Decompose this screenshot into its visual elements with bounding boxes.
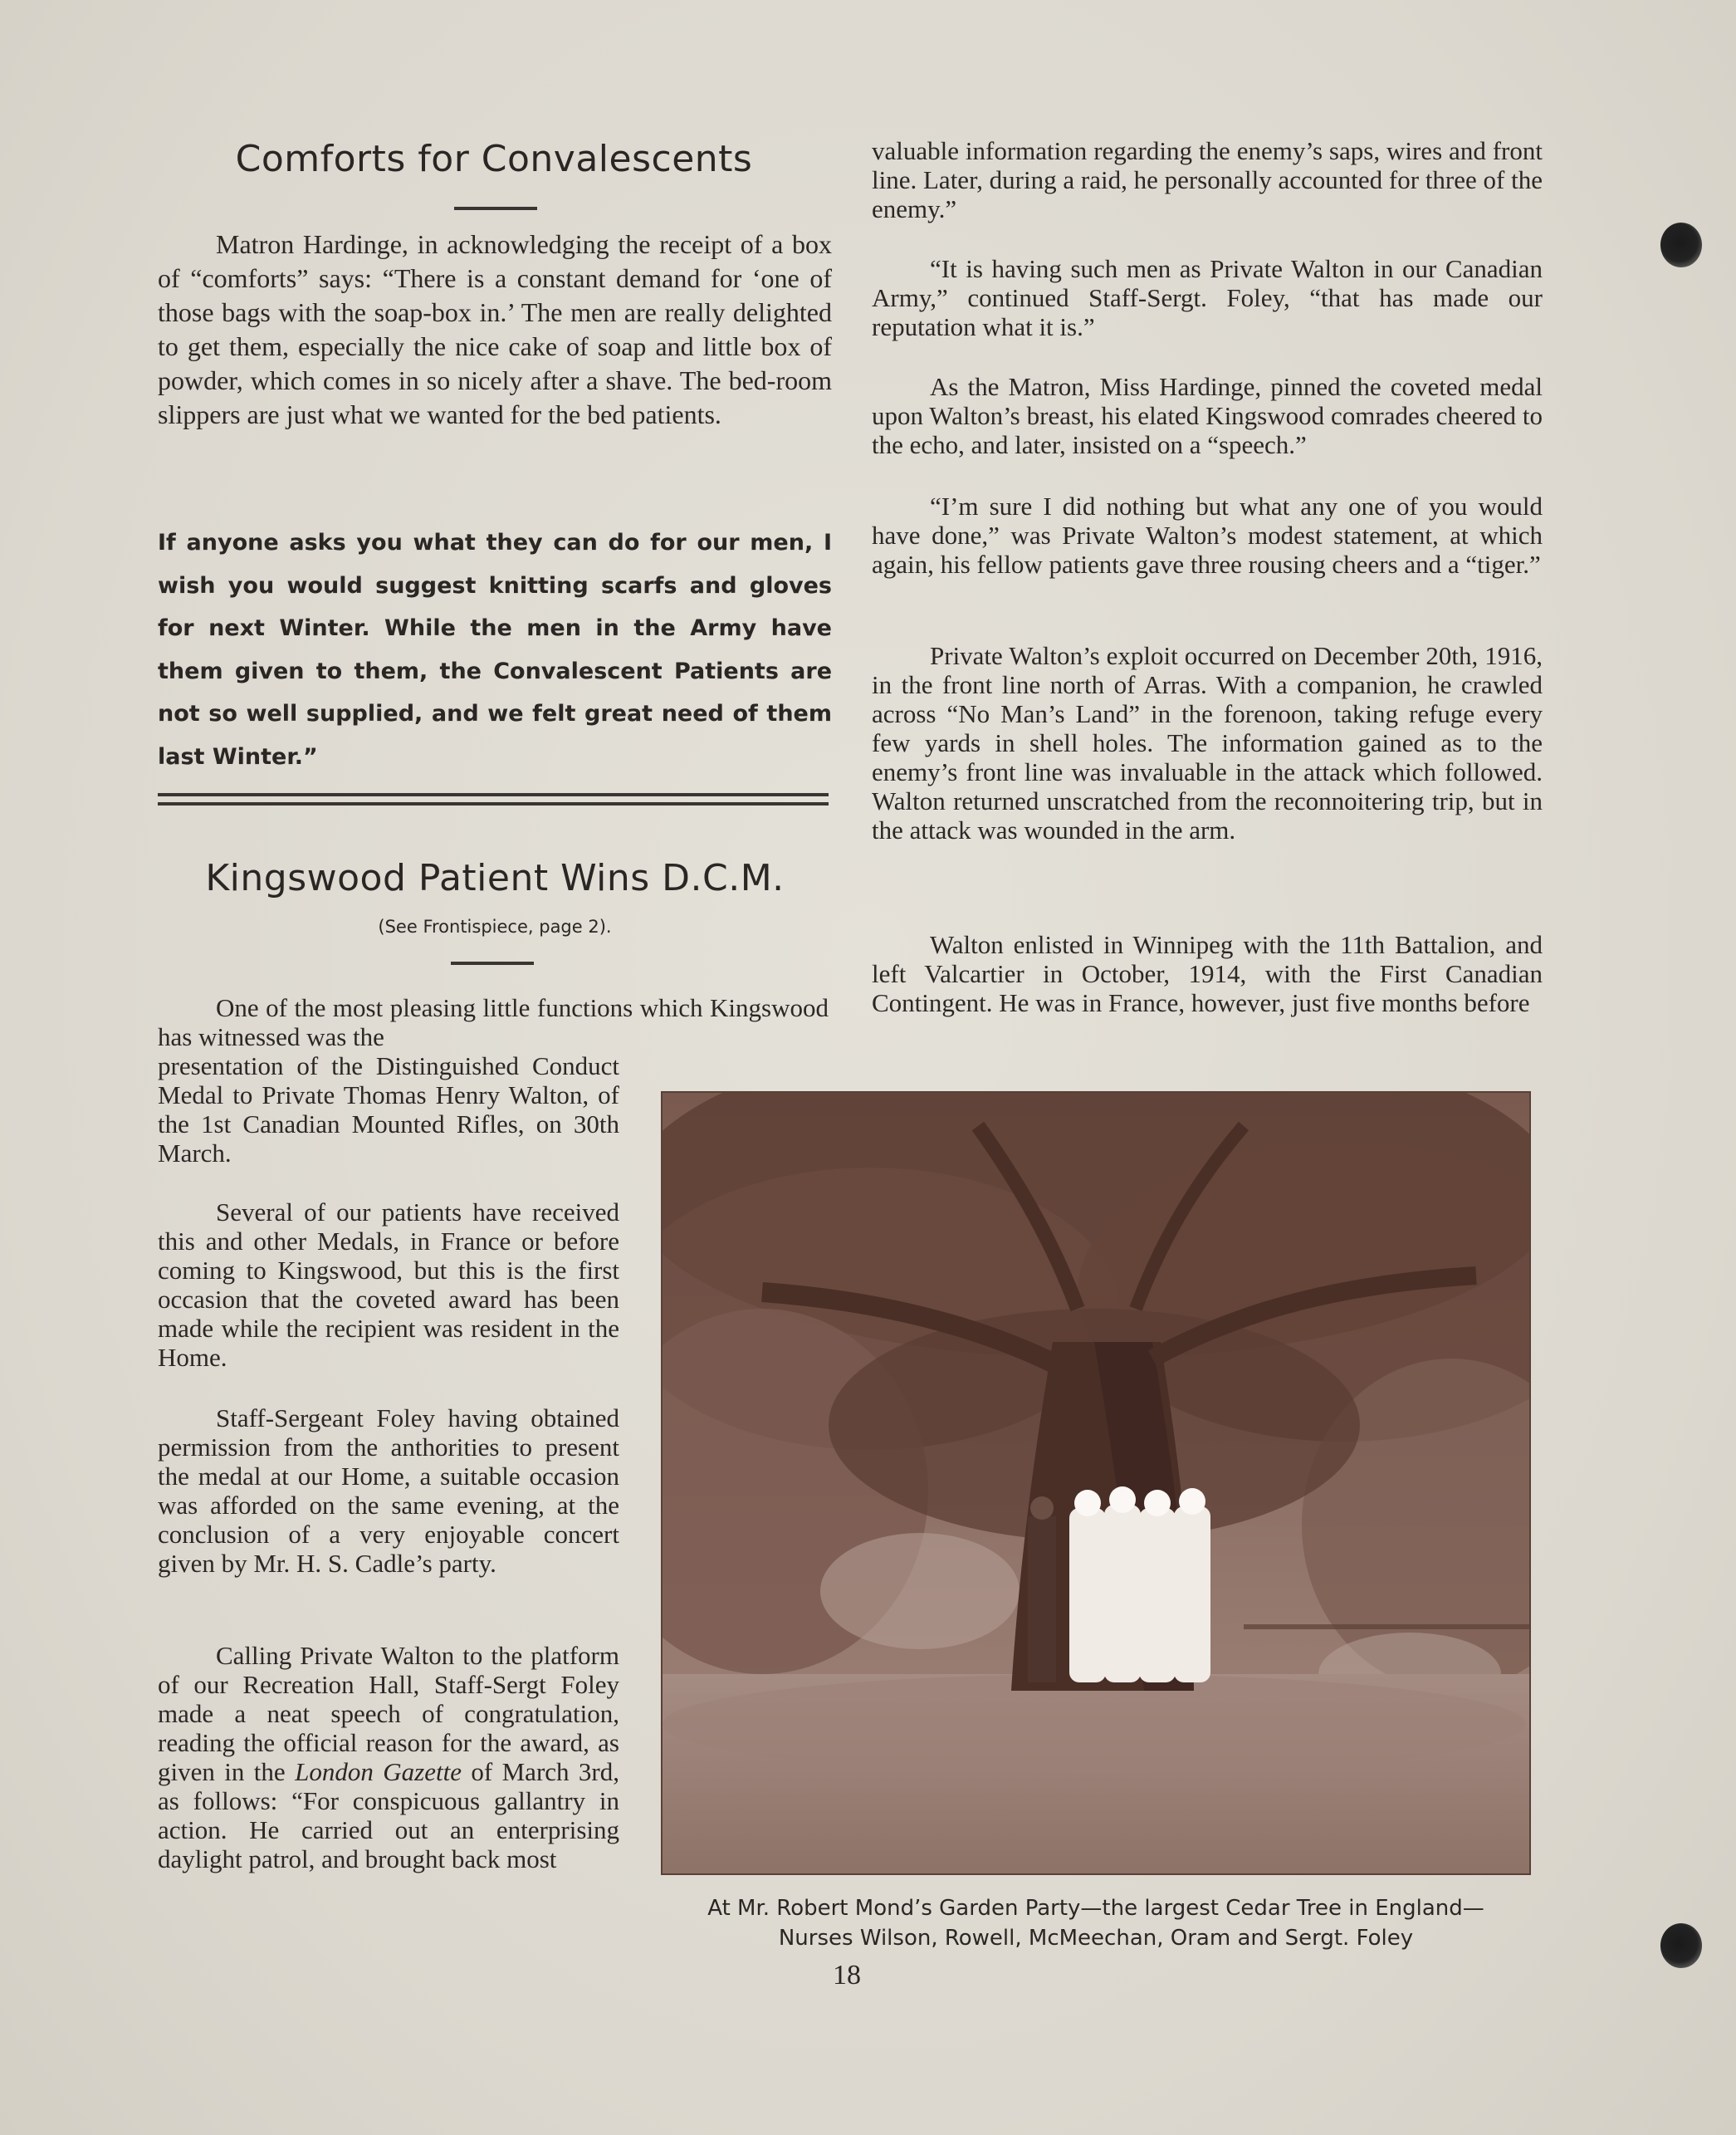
article2-p1-cont: presentation of the Distinguished Conduct Medal to Private Thomas Henry Walton, of the 1st Canadian Mounted Rifles, on 30th March. [158, 1051, 619, 1168]
article2-right-p4: “I’m sure I did nothing but what any one of you would have done,” was Private Walton’s modest statement, at which again, his fellow patients gave three rousing cheers and a “tiger.” [872, 492, 1543, 579]
article2-title: Kingswood Patient Wins D.C.M. [205, 857, 785, 899]
article2-right-p1: valuable information regarding the enemy’s saps, wires and front line. Later, during a raid, he personally accounted for three of the enemy.” [872, 136, 1543, 223]
article2-right-p3: As the Matron, Miss Hardinge, pinned the coveted medal upon Walton’s breast, his elated Kingswood comrades cheered to the echo, and later, insisted on a “speech.” [872, 372, 1543, 459]
article2-p4-before: Calling Private Walton to the platform of our Recreation Hall, Staff-Sergt Foley made a neat speech of congratulation, reading the official reason for the award, as given in the [158, 1641, 619, 1786]
photo-caption [648, 1893, 1544, 1953]
page-number: 18 [833, 1960, 861, 1991]
article2-p3: Staff-Sergeant Foley having obtained permission from the anthorities to present the medal at our Home, a suitable occasion was afforded on the same evening, at the conclusion of a very enjoyable concert given by Mr. H. S. Cadle’s party. [158, 1403, 619, 1578]
article1-bold-quote: If anyone asks you what they can do for our men, I wish you would suggest knitting scarfs and gloves for next Winter. While the men in the Army have them given to them, the Convalescent Patients are not so well supplied, and we felt great need of them last Winter.” [158, 530, 832, 770]
photo-caption-line1: At Mr. Robert Mond’s Garden Party—the largest Cedar Tree in England— [707, 1896, 1484, 1921]
article2-p4-italic: London Gazette [295, 1757, 462, 1786]
binder-hole-top [1660, 223, 1702, 267]
title-divider-1 [454, 207, 537, 210]
section-double-rule-bottom [158, 802, 829, 806]
garden-party-photo [661, 1091, 1531, 1875]
article1-paragraph: Matron Hardinge, in acknowledging the receipt of a box of “comforts” says: “There is a constant demand for ‘one of those bags with the soap-box in.’ The men are really delighted to get them, especially the nice cake of soap and little box of powder, which comes in so nicely after a shave. The bed-room slippers are just what we wanted for the bed patients. [158, 229, 832, 429]
title-divider-2 [451, 962, 534, 965]
article2-p1: One of the most pleasing little functions which Kingswood has witnessed was the [158, 993, 829, 1051]
photo-caption-line2: Nurses Wilson, Rowell, McMeechan, Oram and Sergt. Foley [778, 1926, 1414, 1951]
article2-right-p6: Walton enlisted in Winnipeg with the 11th Battalion, and left Valcartier in October, 1914, with the First Canadian Contingent. He was in France, however, just five months before [872, 930, 1543, 1017]
article2-right-p2: “It is having such men as Private Walton in our Canadian Army,” continued Staff-Sergt. Foley, “that has made our reputation what it is.” [872, 254, 1543, 341]
article2-right-p5: Private Walton’s exploit occurred on December 20th, 1916, in the front line north of Arras. With a companion, he crawled across “No Man’s Land” in the forenoon, taking refuge every few yards in shell holes. The information gained as to the enemy’s front line was invaluable in the attack which followed. Walton returned unscratched from the reconnoitering trip, but in the attack was wounded in the arm. [872, 641, 1543, 845]
article1-title: Comforts for Convalescents [235, 138, 753, 180]
binder-hole-bottom [1660, 1923, 1702, 1968]
article2-p2: Several of our patients have received this and other Medals, in France or before coming to Kingswood, but this is the first occasion that the coveted award has been made while the recipient was resident in the Home. [158, 1197, 619, 1372]
article2-p4 [158, 1641, 619, 1873]
section-double-rule-top [158, 793, 829, 796]
article2-subnote: (See Frontispiece, page 2). [378, 917, 612, 937]
article2-p4-after: of March 3rd, as follows: “For conspicuous gallantry in action. He carried out an enterprising daylight patrol, and brought back most [158, 1757, 620, 1873]
